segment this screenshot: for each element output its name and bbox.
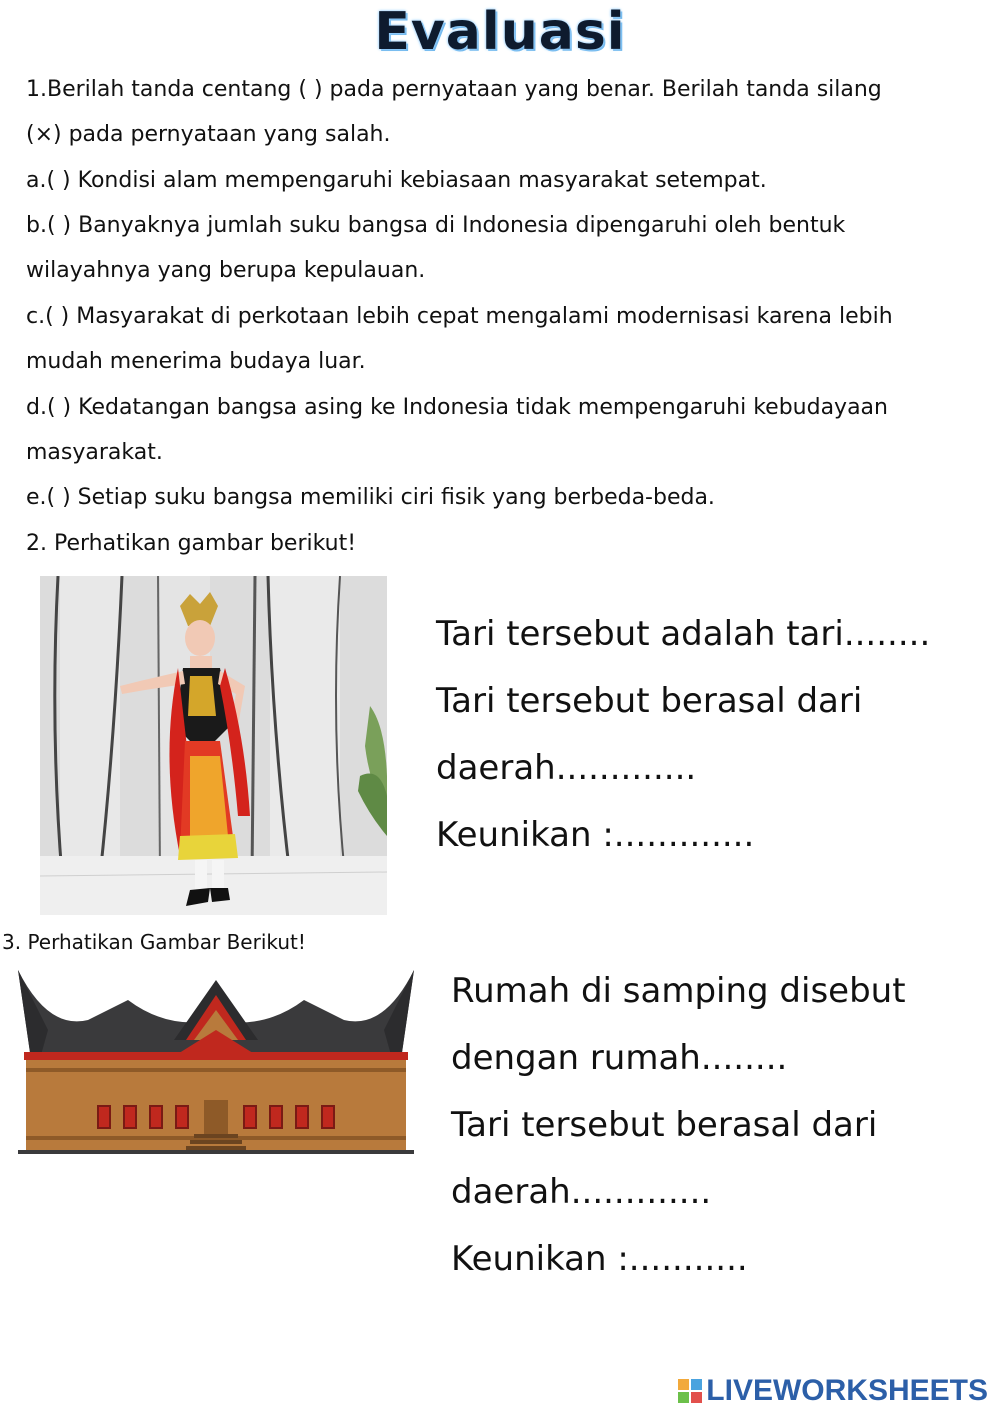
statement-d-line-1: d.( ) Kedatangan bangsa asing ke Indonesia tidak mempengaruhi kebudayaan bbox=[26, 395, 888, 420]
dancer-photo bbox=[40, 576, 387, 915]
statement-c-line-1: c.( ) Masyarakat di perkotaan lebih cepat mengalami modernisasi karena lebih bbox=[26, 304, 893, 329]
statement-c-line-2: mudah menerima budaya luar. bbox=[26, 349, 366, 374]
statement-b-line-2: wilayahnya yang berupa kepulauan. bbox=[26, 258, 426, 283]
liveworksheets-logo-icon bbox=[678, 1379, 702, 1403]
statement-e: e.( ) Setiap suku bangsa memiliki ciri fisik yang berbeda-beda. bbox=[26, 485, 715, 510]
liveworksheets-brand-text: LIVEWORKSHEETS bbox=[706, 1374, 988, 1407]
instruction-line-1: 1.Berilah tanda centang ( ) pada pernyataan yang benar. Berilah tanda silang bbox=[26, 77, 882, 102]
dance-question-name: Tari tersebut adalah tari........ bbox=[436, 614, 931, 654]
dance-question-origin-line-1: Tari tersebut berasal dari bbox=[436, 681, 863, 721]
house-question-uniqueness: Keunikan :........... bbox=[451, 1239, 748, 1279]
rumah-gadang-image bbox=[18, 960, 414, 1160]
section-3-heading: 3. Perhatikan Gambar Berikut! bbox=[2, 930, 306, 954]
page-title: Evaluasi bbox=[374, 2, 626, 62]
statement-a: a.( ) Kondisi alam mempengaruhi kebiasaan masyarakat setempat. bbox=[26, 168, 767, 193]
house-question-name-line-1: Rumah di samping disebut bbox=[451, 971, 906, 1011]
statement-b-line-1: b.( ) Banyaknya jumlah suku bangsa di Indonesia dipengaruhi oleh bentuk bbox=[26, 213, 846, 238]
house-question-origin-line-1: Tari tersebut berasal dari bbox=[451, 1105, 878, 1145]
dance-question-origin-line-2: daerah............. bbox=[436, 748, 697, 788]
liveworksheets-logo bbox=[678, 1374, 988, 1408]
house-question-name-line-2: dengan rumah........ bbox=[451, 1038, 788, 1078]
dance-question-uniqueness: Keunikan :............. bbox=[436, 815, 755, 855]
section-2-heading: 2. Perhatikan gambar berikut! bbox=[26, 531, 357, 556]
statement-d-line-2: masyarakat. bbox=[26, 440, 163, 465]
instruction-line-2: (×) pada pernyataan yang salah. bbox=[26, 122, 391, 147]
house-question-origin-line-2: daerah............. bbox=[451, 1172, 712, 1212]
